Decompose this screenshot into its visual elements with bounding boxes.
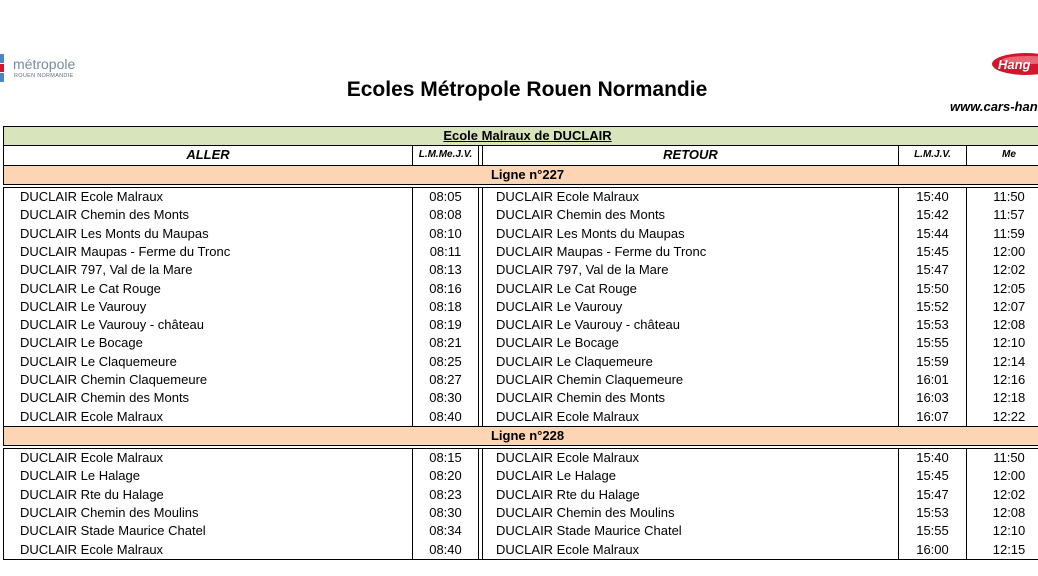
- retour-time: 15:44: [899, 224, 967, 242]
- retour-stop: DUCLAIR 797, Val de la Mare: [483, 261, 899, 279]
- aller-time: 08:34: [413, 522, 479, 540]
- retour-time: 15:47: [899, 261, 967, 279]
- aller-stop: DUCLAIR Chemin des Monts: [4, 206, 413, 224]
- me-time: 12:08: [967, 316, 1038, 334]
- aller-time: 08:27: [413, 371, 479, 389]
- aller-stop: DUCLAIR Les Monts du Maupas: [4, 224, 413, 242]
- aller-time: 08:18: [413, 298, 479, 316]
- aller-stop: DUCLAIR Ecole Malraux: [4, 447, 413, 467]
- me-time: 12:07: [967, 298, 1038, 316]
- aller-stop: DUCLAIR Chemin des Moulins: [4, 504, 413, 522]
- header-retour: RETOUR: [483, 146, 899, 165]
- aller-time: 08:21: [413, 334, 479, 352]
- aller-stop: DUCLAIR Ecole Malraux: [4, 541, 413, 560]
- aller-stop: DUCLAIR Le Bocage: [4, 334, 413, 352]
- table-row: [4, 279, 1038, 297]
- header-aller: ALLER: [4, 146, 413, 165]
- aller-time: 08:10: [413, 224, 479, 242]
- line-header-row: [4, 426, 1038, 447]
- table-row: [4, 261, 1038, 279]
- me-time: 11:50: [967, 186, 1038, 206]
- retour-time: 15:55: [899, 334, 967, 352]
- aller-time: 08:20: [413, 467, 479, 485]
- table-row: [4, 334, 1038, 352]
- aller-time: 08:05: [413, 186, 479, 206]
- website-url: www.cars-han: [950, 99, 1038, 114]
- retour-time: 15:45: [899, 467, 967, 485]
- me-time: 11:57: [967, 206, 1038, 224]
- retour-time: 16:07: [899, 407, 967, 426]
- retour-stop: DUCLAIR Ecole Malraux: [483, 541, 899, 560]
- retour-time: 15:50: [899, 279, 967, 297]
- aller-time: 08:23: [413, 486, 479, 504]
- aller-stop: DUCLAIR Rte du Halage: [4, 486, 413, 504]
- aller-time: 08:19: [413, 316, 479, 334]
- line-name: Ligne n°228: [4, 426, 1038, 447]
- retour-stop: DUCLAIR Ecole Malraux: [483, 186, 899, 206]
- retour-stop: DUCLAIR Ecole Malraux: [483, 447, 899, 467]
- hangard-logo: [992, 50, 1038, 80]
- header-aller-days: L.M.Me.J.V.: [413, 146, 479, 165]
- table-row: [4, 243, 1038, 261]
- line-name: Ligne n°227: [4, 165, 1038, 186]
- table-row: [4, 447, 1038, 467]
- aller-stop: DUCLAIR Le Vaurouy - château: [4, 316, 413, 334]
- me-time: 12:02: [967, 261, 1038, 279]
- retour-stop: DUCLAIR Maupas - Ferme du Tronc: [483, 243, 899, 261]
- aller-stop: DUCLAIR Chemin des Monts: [4, 389, 413, 407]
- aller-time: 08:30: [413, 389, 479, 407]
- table-row: [4, 316, 1038, 334]
- me-time: 12:10: [967, 334, 1038, 352]
- table-row: [4, 389, 1038, 407]
- timetable: [3, 126, 1038, 560]
- header-retour-days: L.M.J.V.: [899, 146, 967, 165]
- retour-stop: DUCLAIR Les Monts du Maupas: [483, 224, 899, 242]
- retour-stop: DUCLAIR Le Vaurouy - château: [483, 316, 899, 334]
- hangard-logo-text: Hang: [998, 57, 1031, 72]
- retour-time: 16:03: [899, 389, 967, 407]
- aller-time: 08:11: [413, 243, 479, 261]
- me-time: 12:08: [967, 504, 1038, 522]
- table-row: [4, 522, 1038, 540]
- line-header-row: [4, 165, 1038, 186]
- aller-stop: DUCLAIR Chemin Claquemeure: [4, 371, 413, 389]
- retour-stop: DUCLAIR Rte du Halage: [483, 486, 899, 504]
- retour-stop: DUCLAIR Ecole Malraux: [483, 407, 899, 426]
- retour-stop: DUCLAIR Chemin des Monts: [483, 389, 899, 407]
- retour-time: 15:52: [899, 298, 967, 316]
- table-row: [4, 186, 1038, 206]
- aller-time: 08:40: [413, 541, 479, 560]
- metropole-logo-subtitle: ROUEN NORMANDIE: [14, 73, 74, 79]
- aller-time: 08:25: [413, 353, 479, 371]
- me-time: 12:00: [967, 467, 1038, 485]
- metropole-logo-name: métropole: [13, 56, 76, 72]
- retour-time: 16:01: [899, 371, 967, 389]
- retour-stop: DUCLAIR Le Halage: [483, 467, 899, 485]
- page-title: Ecoles Métropole Rouen Normandie: [346, 78, 708, 101]
- aller-stop: DUCLAIR Le Halage: [4, 467, 413, 485]
- retour-time: 15:40: [899, 447, 967, 467]
- aller-time: 08:13: [413, 261, 479, 279]
- retour-time: 15:55: [899, 522, 967, 540]
- column-header-row: [4, 146, 1038, 165]
- aller-time: 08:08: [413, 206, 479, 224]
- aller-stop: DUCLAIR Le Vaurouy: [4, 298, 413, 316]
- aller-stop: DUCLAIR Maupas - Ferme du Tronc: [4, 243, 413, 261]
- retour-time: 15:53: [899, 504, 967, 522]
- me-time: 12:02: [967, 486, 1038, 504]
- me-time: 12:05: [967, 279, 1038, 297]
- retour-stop: DUCLAIR Chemin des Monts: [483, 206, 899, 224]
- aller-stop: DUCLAIR Ecole Malraux: [4, 407, 413, 426]
- table-row: [4, 541, 1038, 560]
- retour-stop: DUCLAIR Chemin Claquemeure: [483, 371, 899, 389]
- table-row: [4, 467, 1038, 485]
- aller-time: 08:40: [413, 407, 479, 426]
- aller-time: 08:15: [413, 447, 479, 467]
- table-row: [4, 371, 1038, 389]
- retour-stop: DUCLAIR Chemin des Moulins: [483, 504, 899, 522]
- retour-stop: DUCLAIR Stade Maurice Chatel: [483, 522, 899, 540]
- retour-stop: DUCLAIR Le Cat Rouge: [483, 279, 899, 297]
- table-row: [4, 353, 1038, 371]
- retour-time: 15:59: [899, 353, 967, 371]
- aller-stop: DUCLAIR Ecole Malraux: [4, 186, 413, 206]
- aller-stop: DUCLAIR 797, Val de la Mare: [4, 261, 413, 279]
- table-row: [4, 298, 1038, 316]
- me-time: 11:59: [967, 224, 1038, 242]
- me-time: 12:15: [967, 541, 1038, 560]
- school-name: Ecole Malraux de DUCLAIR: [4, 127, 1038, 146]
- retour-time: 15:40: [899, 186, 967, 206]
- me-time: 12:18: [967, 389, 1038, 407]
- retour-time: 16:00: [899, 541, 967, 560]
- hangard-logo-icon: [992, 50, 1038, 80]
- table-row: [4, 224, 1038, 242]
- me-time: 12:22: [967, 407, 1038, 426]
- school-header-row: [4, 127, 1038, 146]
- retour-time: 15:42: [899, 206, 967, 224]
- retour-stop: DUCLAIR Le Claquemeure: [483, 353, 899, 371]
- aller-stop: DUCLAIR Stade Maurice Chatel: [4, 522, 413, 540]
- me-time: 12:10: [967, 522, 1038, 540]
- aller-stop: DUCLAIR Le Cat Rouge: [4, 279, 413, 297]
- me-time: 11:50: [967, 447, 1038, 467]
- header-retour-me: Me: [967, 146, 1038, 165]
- me-time: 12:00: [967, 243, 1038, 261]
- retour-stop: DUCLAIR Le Vaurouy: [483, 298, 899, 316]
- retour-time: 15:47: [899, 486, 967, 504]
- table-row: [4, 206, 1038, 224]
- me-time: 12:14: [967, 353, 1038, 371]
- table-row: [4, 486, 1038, 504]
- aller-time: 08:30: [413, 504, 479, 522]
- me-time: 12:16: [967, 371, 1038, 389]
- retour-stop: DUCLAIR Le Bocage: [483, 334, 899, 352]
- retour-time: 15:53: [899, 316, 967, 334]
- aller-time: 08:16: [413, 279, 479, 297]
- retour-time: 15:45: [899, 243, 967, 261]
- aller-stop: DUCLAIR Le Claquemeure: [4, 353, 413, 371]
- table-row: [4, 407, 1038, 426]
- table-row: [4, 504, 1038, 522]
